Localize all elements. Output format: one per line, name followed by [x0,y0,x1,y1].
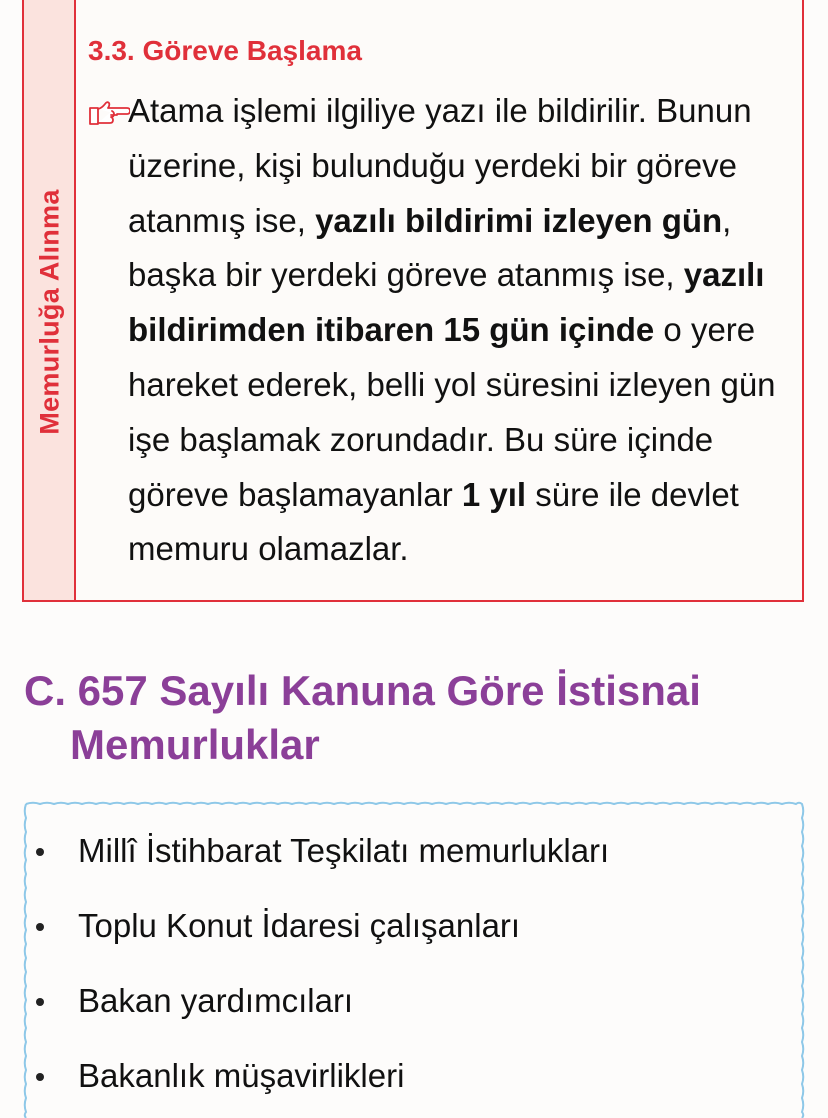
list-item-text: Millî İstihbarat Teşkilatı memurlukları [78,832,610,869]
section-heading-line2: Memurluklar [70,721,320,768]
list-item [0,1051,828,1101]
list-item-text: Bakanlık müşavirlikleri [78,1057,405,1094]
pointing-hand-icon [88,98,130,128]
section-paragraph [128,84,798,577]
paragraph-bold-run: 1 yıl [461,475,527,513]
section-heading [24,664,701,772]
paragraph-run: , başka bir yerdeki göreve atanmış ise, [128,201,732,294]
list-item [0,901,828,951]
bullet-dot [36,1073,44,1081]
side-label: Memurluğa Alınma [34,189,65,435]
paragraph-run: o yere hareket ederek, belli yol süresini izleyen gün işe başlamak zorundadır. Bu süre içinde göreve başlamayanlar [128,311,776,513]
list-item-text: Bakan yardımcıları [78,982,354,1019]
section-heading-line1: C. 657 Sayılı Kanuna Göre İstisnai [24,667,701,714]
side-strip [24,0,76,600]
paragraph-run: süre ile devlet memuru olamazlar. [128,475,739,568]
list-item-text: Toplu Konut İdaresi çalışanları [78,907,521,944]
info-box [22,0,804,602]
list-item [0,826,828,876]
bullet-dot [36,923,44,931]
bullet-dot [36,998,44,1006]
section-title: 3.3. Göreve Başlama [88,35,362,66]
paragraph-run: Atama işlemi ilgiliye yazı ile bildirilir. Bunun üzerine, kişi bulunduğu yerdeki bir göreve atanmış ise, [128,92,752,239]
paragraph-bold-run: yazılı bildirimi izleyen gün [315,201,723,239]
paragraph-bold-run: yazılı bildirimden itibaren 15 gün içinde [128,256,765,349]
list-item [0,976,828,1026]
bullet-dot [36,848,44,856]
